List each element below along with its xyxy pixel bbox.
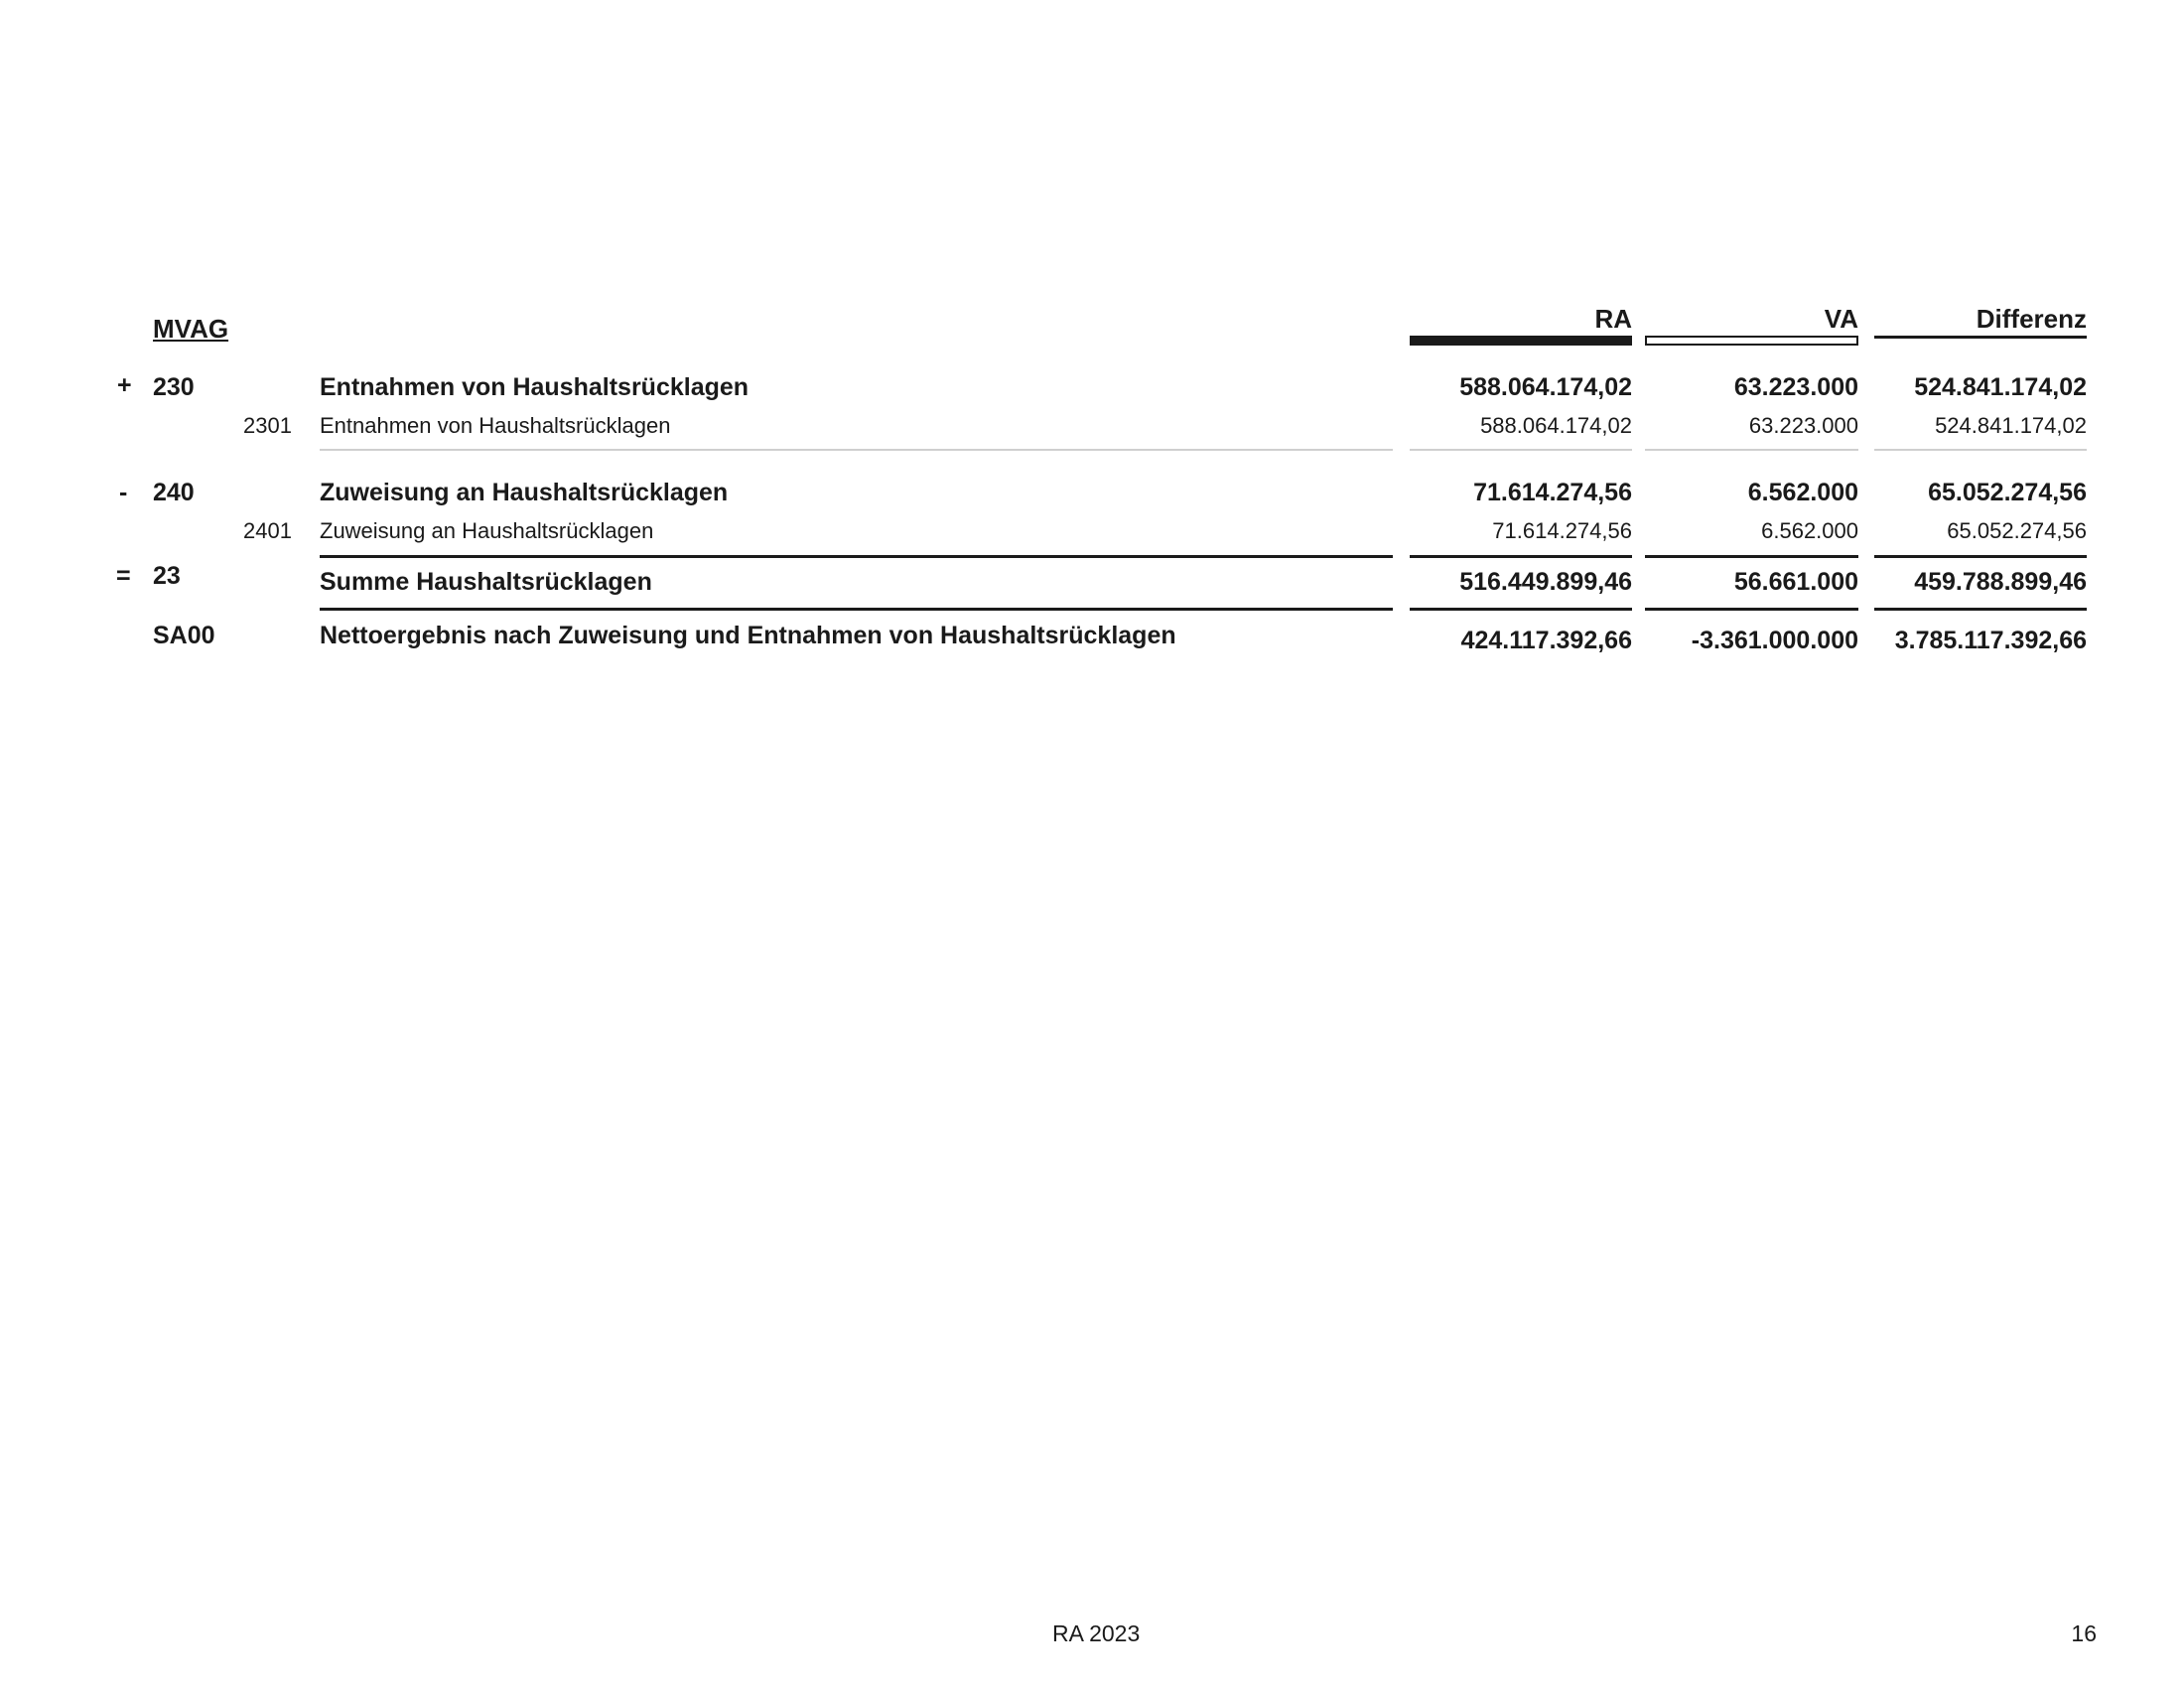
subrow-label: Entnahmen von Haushaltsrücklagen (320, 413, 671, 438)
sum-ra: 516.449.899,46 (1459, 568, 1632, 596)
subrow-diff: 65.052.274,56 (1947, 518, 2087, 543)
net-separator (1645, 608, 1858, 611)
row-label: Entnahmen von Haushaltsrücklagen (320, 373, 750, 401)
subrow-code: 2401 (243, 518, 292, 543)
net-ra: 424.117.392,66 (1460, 627, 1632, 654)
net-separator (1410, 608, 1632, 611)
sum-label: Summe Haushaltsrücklagen (320, 568, 652, 596)
row-va: 63.223.000 (1733, 373, 1858, 401)
col-header-differenz: Differenz (1976, 304, 2087, 334)
net-separator (1874, 608, 2087, 611)
subrow-code: 2301 (243, 413, 292, 438)
sum-code: 23 (153, 562, 181, 590)
row-code: 240 (153, 479, 195, 506)
subrow-diff: 524.841.174,02 (1935, 413, 2087, 438)
col-header-ra: RA (1594, 304, 1632, 334)
row-sign: + (117, 371, 132, 399)
row-va: 6.562.000 (1747, 479, 1858, 506)
net-diff: 3.785.117.392,66 (1894, 627, 2087, 654)
row-diff: 65.052.274,56 (1928, 479, 2087, 506)
va-header-bar (1645, 336, 1858, 346)
net-label: Nettoergebnis nach Zuweisung und Entnahmen von Haushaltsrücklagen (320, 622, 1176, 649)
row-sign: - (119, 479, 128, 506)
footer-title: RA 2023 (1052, 1620, 1141, 1646)
net-separator (320, 608, 1393, 611)
subrow-va: 63.223.000 (1748, 413, 1858, 438)
sum-diff: 459.788.899,46 (1914, 568, 2087, 596)
row-diff: 524.841.174,02 (1914, 373, 2087, 401)
row-separator (320, 449, 1393, 451)
row-ra: 71.614.274,56 (1473, 479, 1632, 506)
row-separator (1874, 449, 2087, 451)
subrow-ra: 71.614.274,56 (1492, 518, 1632, 543)
row-ra: 588.064.174,02 (1459, 373, 1632, 401)
sum-separator (320, 555, 1393, 558)
row-separator (1410, 449, 1632, 451)
subrow-va: 6.562.000 (1761, 518, 1858, 543)
col-header-va: VA (1824, 304, 1858, 334)
net-va: -3.361.000.000 (1691, 627, 1858, 654)
subrow-ra: 588.064.174,02 (1480, 413, 1632, 438)
ra-header-bar (1410, 336, 1632, 346)
subrow-label: Zuweisung an Haushaltsrücklagen (320, 518, 654, 543)
mvag-header: MVAG (153, 314, 229, 344)
row-code: 230 (153, 373, 195, 401)
sum-sign: = (116, 562, 131, 590)
row-label: Zuweisung an Haushaltsrücklagen (320, 479, 729, 506)
sum-va: 56.661.000 (1733, 568, 1858, 596)
page-number: 16 (2071, 1620, 2097, 1646)
row-separator (1645, 449, 1858, 451)
sum-separator (1645, 555, 1858, 558)
sum-separator (1874, 555, 2087, 558)
sum-separator (1410, 555, 1632, 558)
diff-header-line (1874, 336, 2087, 339)
net-code: SA00 (153, 622, 215, 649)
